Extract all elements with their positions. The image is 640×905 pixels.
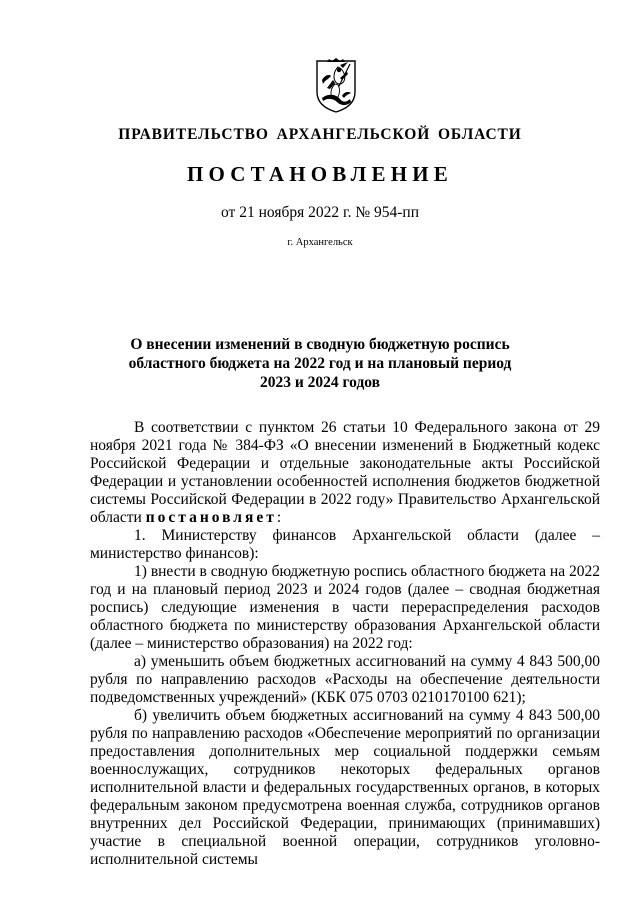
item-1-1-paragraph: 1) внести в сводную бюджетную роспись областного бюджета на 2022 год и на плановый период 2023 и 2024 годов (далее – сводная бюджетная роспись) следующие изменения в части перераспределения расходов областного бюджета по министерству образования Архангельской области (далее – министерство образования) на 2022 год: [90,563,600,652]
decree-word: постановляет [145,509,277,526]
preamble-text: В соответствии с пунктом 26 статьи 10 Федерального закона от 29 ноября 2021 года № 384-ФЗ «О внесении изменений в Бюджетный кодекс Российской Федерации и отдельные законодательные акты Российской Федерации и установлении особенностей исполнения бюджетов бюджетной системы Российской Федерации в 2022 году» Правительство Архангельской области [90,419,600,526]
decree-colon: : [276,509,282,526]
document-title-line: областного бюджета на 2022 год и на плановый период [128,355,512,372]
document-type: ПОСТАНОВЛЕНИЕ [186,162,454,186]
document-title-line: 2023 и 2024 годов [259,374,381,391]
document-body [90,419,600,869]
item-a-paragraph: а) уменьшить объем бюджетных ассигнований на сумму 4 843 500,00 рубля по направлению расходов «Расходы на обеспечение деятельности подведомственных учреждений» (КБК 075 0703 0210170100 621); [90,653,600,706]
item-b-paragraph: б) увеличить объем бюджетных ассигнований на сумму 4 843 500,00 рубля по направлению расходов «Обеспечение мероприятий по организации предоставления дополнительных мер социальной поддержки семьям военнослужащих, сотрудников некоторых федеральных органов исполнительной власти и федеральных государственных органов, в которых федеральным законом предусмотрена военная служба, сотрудников органов внутренних дел Российской Федерации, принимающих (принимавших) участие в специальной военной операции, сотрудников уголовно-исполнительной системы [90,707,600,868]
item-1-paragraph: 1. Министерству финансов Архангельской области (далее – министерство финансов): [90,527,600,562]
document-title [120,335,520,392]
government-name: ПРАВИТЕЛЬСТВО АРХАНГЕЛЬСКОЙ ОБЛАСТИ [118,126,522,143]
archangel-coat-of-arms-icon [314,58,358,114]
document-date-number: от 21 ноября 2022 г. № 954-пп [221,204,419,221]
preamble-paragraph [90,419,600,527]
document-city: г. Архангельск [287,237,353,248]
document-title-line: О внесении изменений в сводную бюджетную роспись [130,336,510,353]
